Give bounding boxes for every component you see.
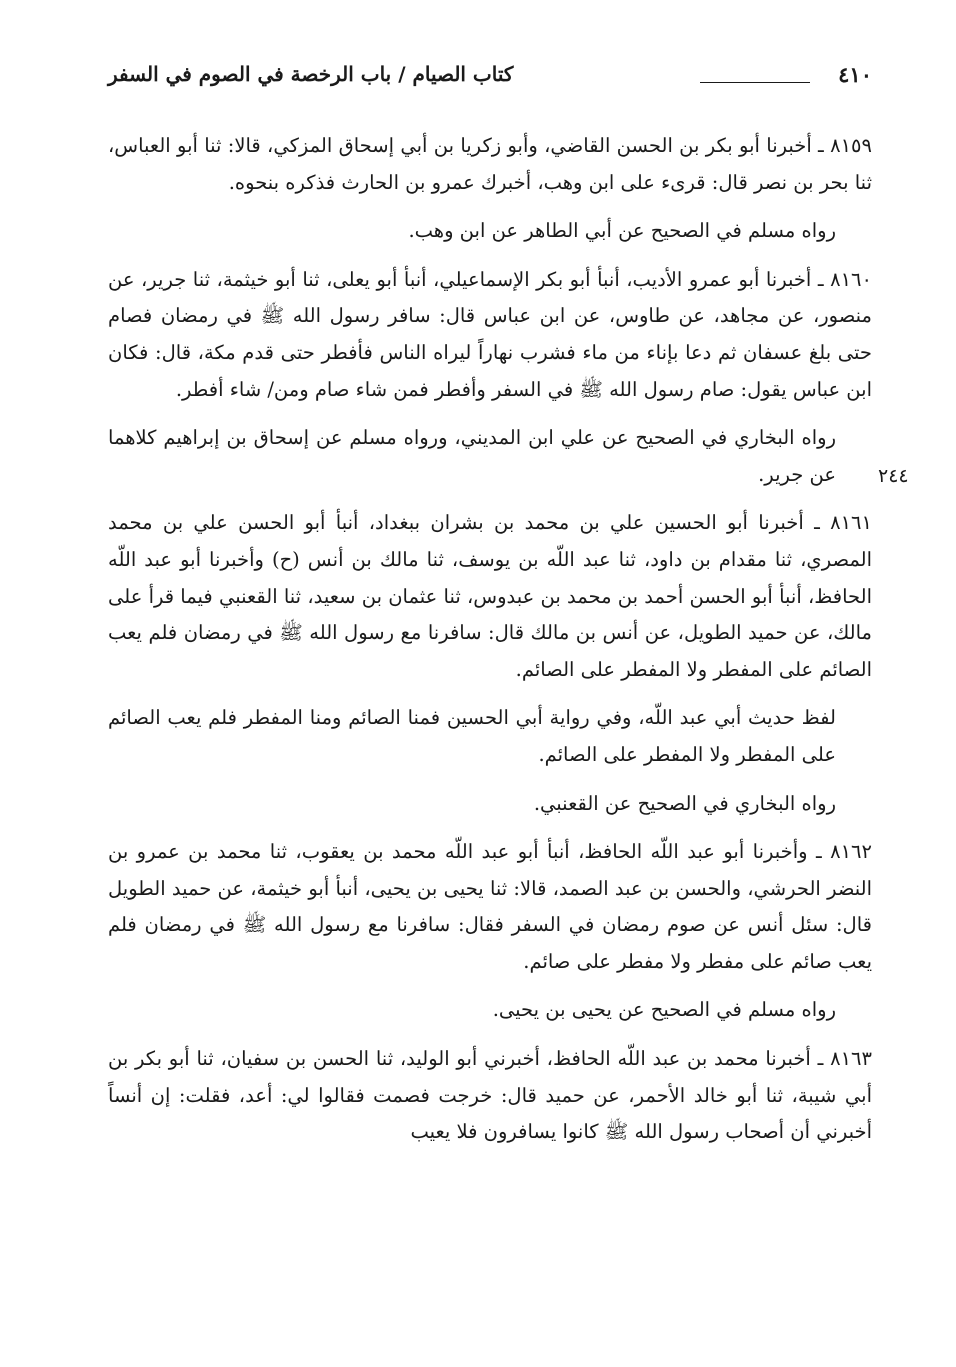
- takhrij-note: رواه مسلم في الصحيح عن أبي الطاهر عن ابن وهب.: [408, 219, 836, 243]
- margin-reference: ٢٤٤: [878, 465, 909, 487]
- takhrij-note: رواه البخاري في الصحيح عن القعنبي.: [533, 791, 836, 815]
- running-title: كتاب الصيام / باب الرخصة في الصوم في السفر: [108, 62, 514, 86]
- hadith-8160: ٨١٦٠ ـ أخبرنا أبو عمرو الأديب، أنبأ أبو بكر الإسماعيلي، أنبأ أبو يعلى، ثنا أبو خيثمة، ثنا جرير، عن منصور، عن مجاهد، عن طاوس، عن ابن عباس قال: سافر رسول الله ﷺ في رمضان فصام حتى بلغ عسفان ثم دعا بإناء من ماء فشرب نهاراً ليراه الناس فأفطر حتى قدم مكة، قال: فكان ابن عباس يقول: صام رسول الله ﷺ في السفر وأفطر فمن شاء صام ومن/ شاء أفطر.: [108, 267, 872, 401]
- header-rule: [700, 82, 810, 83]
- hadith-8161: ٨١٦١ ـ أخبرنا أبو الحسين علي بن محمد بن بشران ببغداد، أنبأ أبو الحسن علي بن محمد المصري، ثنا مقدام بن داود، ثنا عبد اللّه بن يوسف، ثنا مالك بن أنس (ح) وأخبرنا أبو عبد اللّه الحافظ، أنبأ أبو الحسن أحمد بن محمد بن عبدوس، ثنا عثمان بن سعيد، ثنا القعنبي فيما قرأ على مالك، عن حميد الطويل، عن أنس بن مالك قال: سافرنا مع رسول الله ﷺ في رمضان فلم يعب الصائم على المفطر ولا المفطر على الصائم.: [108, 511, 872, 681]
- hadith-8163: ٨١٦٣ ـ أخبرنا محمد بن عبد اللّه الحافظ، أخبرني أبو الوليد، ثنا الحسن بن سفيان، ثنا أبو بكر بن أبي شيبة، ثنا أبو خالد الأحمر، عن حميد قال: خرجت فصمت فقالوا لي: أعد، فقلت: إن أنساً أخبرني أن أصحاب رسول الله ﷺ كانوا يسافرون فلا يعيب: [108, 1047, 872, 1144]
- hadith-8159: ٨١٥٩ ـ أخبرنا أبو بكر بن الحسن القاضي، وأبو زكريا بن أبي إسحاق المزكي، قالا: ثنا أبو العباس، ثنا بحر بن نصر قال: قرىء على ابن وهب، أخبرك عمرو بن الحارث فذكره بنحوه.: [108, 134, 872, 194]
- hadith-8162: ٨١٦٢ ـ وأخبرنا أبو عبد اللّه الحافظ، أنبأ أبو عبد اللّه محمد بن يعقوب، ثنا محمد بن عمرو بن النضر الحرشي، والحسن بن عبد الصمد، قالا: ثنا يحيى بن يحيى، أنبأ أبو خيثمة، عن حميد الطويل قال: سئل أنس عن صوم رمضان في السفر فقال: سافرنا مع رسول الله ﷺ في رمضان فلم يعب صائم على مفطر ولا مفطر على صائم.: [108, 840, 872, 973]
- wording-note: لفظ حديث أبي عبد اللّه، وفي رواية أبي الحسين فمنا الصائم ومنا المفطر فلم يعب الصائم على المفطر ولا المفطر على الصائم.: [108, 706, 836, 766]
- page-number: ٤١٠: [838, 62, 872, 87]
- page-body: [108, 128, 872, 1163]
- page-header: [108, 60, 872, 100]
- takhrij-note: رواه البخاري في الصحيح عن علي ابن المديني، ورواه مسلم عن إسحاق بن إبراهيم كلاهما عن جرير.: [108, 426, 836, 486]
- takhrij-note: رواه مسلم في الصحيح عن يحيى بن يحيى.: [492, 998, 836, 1022]
